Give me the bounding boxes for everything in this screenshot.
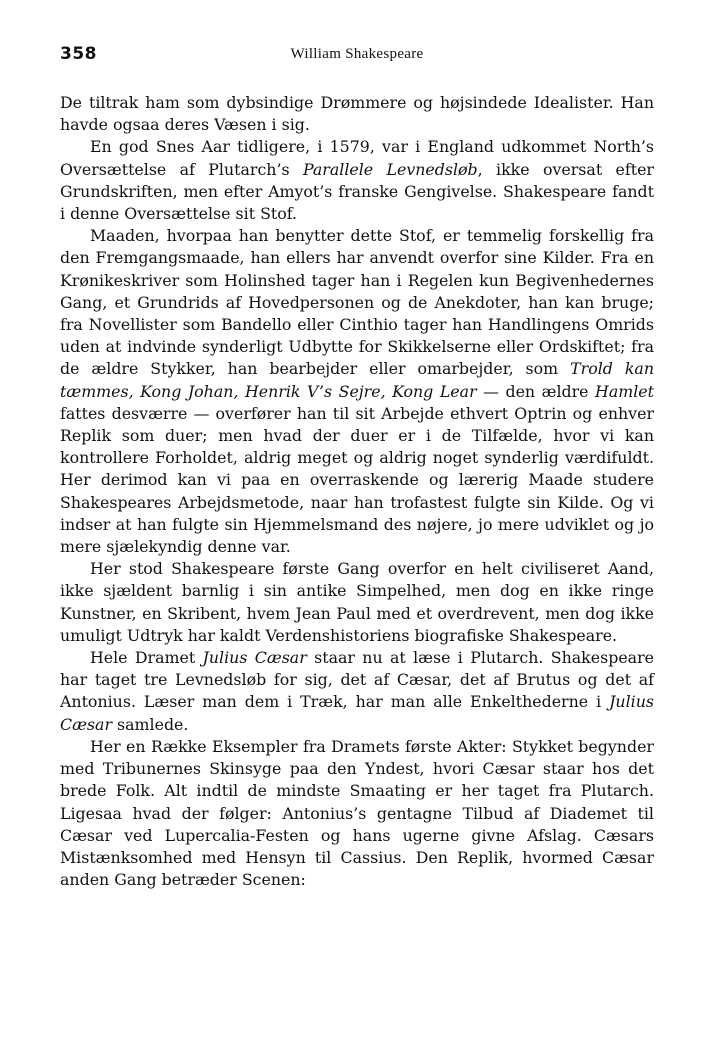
text-run: De tiltrak ham som dybsindige Drømmere og højsindede Idealister. Han havde ogsaa deres Væsen i sig. — [60, 93, 654, 135]
page-header — [60, 44, 654, 68]
text-run: , ikke oversat efter Grundskriften, men efter Amyot’s franske Gengivelse. Shakespeare fandt i denne Oversættelse sit Stof. — [60, 159, 654, 224]
italic-title: Julius Cæsar — [202, 648, 307, 668]
page-number: 358 — [60, 44, 97, 64]
paragraph — [60, 647, 654, 736]
text-run: Maaden, hvorpaa han benytter dette Stof, er temmelig forskellig fra den Fremgangsmaade, han ellers har anvendt overfor sine Kilder. Fra en Krønikeskriver som Holinshed tager han i Regelen kun Begivenhedernes Gang, et Grundrids af Hovedpersonen og de Anekdoter, han kan bruge; fra Novellister som Bandello eller Cinthio tager han Handlingens Omrids uden at indvinde synderligt Udbytte for Skikkelserne eller Ordskiftet; fra de ældre Stykker, han bearbejder eller omarbejder, som — [60, 226, 654, 379]
paragraph — [60, 736, 654, 891]
book-page — [60, 44, 654, 891]
text-run: fattes desværre — overfører han til sit Arbejde ethvert Optrin og enhver Replik som duer; men hvad der duer er i de Tilfælde, hvor vi kan kontrollere Forholdet, aldrig meget og aldrig noget synderlig værdifuldt. Her derimod kan vi paa en overraskende og lærerig Maade studere Shakespeares Arbejdsmetode, naar han trofastest fulgte sin Kilde. Og vi indser at han fulgte sin Hjemmelsmand des nøjere, jo mere udviklet og jo mere sjælekyndig denne var. — [60, 403, 654, 557]
italic-title: Hamlet — [595, 381, 654, 401]
text-run: Her stod Shakespeare første Gang overfor en helt civiliseret Aand, ikke sjældent barnlig i sin antike Simpelhed, men dog en ikke ringe Kunstner, en Skribent, hvem Jean Paul med et overdrevent, men dog ikke umuligt Udtryk har kaldt Verdenshistoriens biografiske Shakespeare. — [60, 559, 654, 645]
text-run: samlede. — [112, 714, 189, 734]
text-run: Her en Række Eksempler fra Dramets første Akter: Stykket begynder med Tribunernes Skinsyge paa den Yndest, hvori Cæsar staar hos det brede Folk. Alt indtil de mindste Smaating er her taget fra Plutarch. Ligesaa hvad der følger: Antonius’s gentagne Tilbud af Diademet til Cæsar ved Lupercalia-Festen og hans ugerne givne Afslag. Cæsars Mistænksomhed med Hensyn til Cassius. Den Replik, hvormed Cæsar anden Gang betræder Scenen: — [60, 736, 654, 890]
italic-title: Parallele Levnedsløb — [302, 159, 478, 179]
running-title: William Shakespeare — [290, 46, 424, 62]
paragraph — [60, 225, 654, 558]
text-run: — den ældre — [476, 381, 596, 401]
paragraph — [60, 558, 654, 647]
text-run: Hele Dramet — [90, 648, 203, 668]
text-run: En god Snes Aar tidligere, i 1579, var i England udkommet North’s Oversættelse af Plutarch’s — [60, 137, 654, 179]
body-text — [60, 92, 654, 891]
text-run: staar nu at læse i Plutarch. Shakespeare har taget tre Levnedsløb for sig, det af Cæsar, det af Brutus og det af Antonius. Læser man dem i Træk, har man alle Enkelthederne i — [60, 648, 654, 712]
italic-title: Julius Cæsar — [60, 692, 654, 734]
paragraph — [60, 136, 654, 225]
paragraph — [60, 92, 654, 136]
italic-title: Trold kan tæmmes, Kong Johan, Henrik V’s Sejre, Kong Lear — [60, 359, 654, 401]
